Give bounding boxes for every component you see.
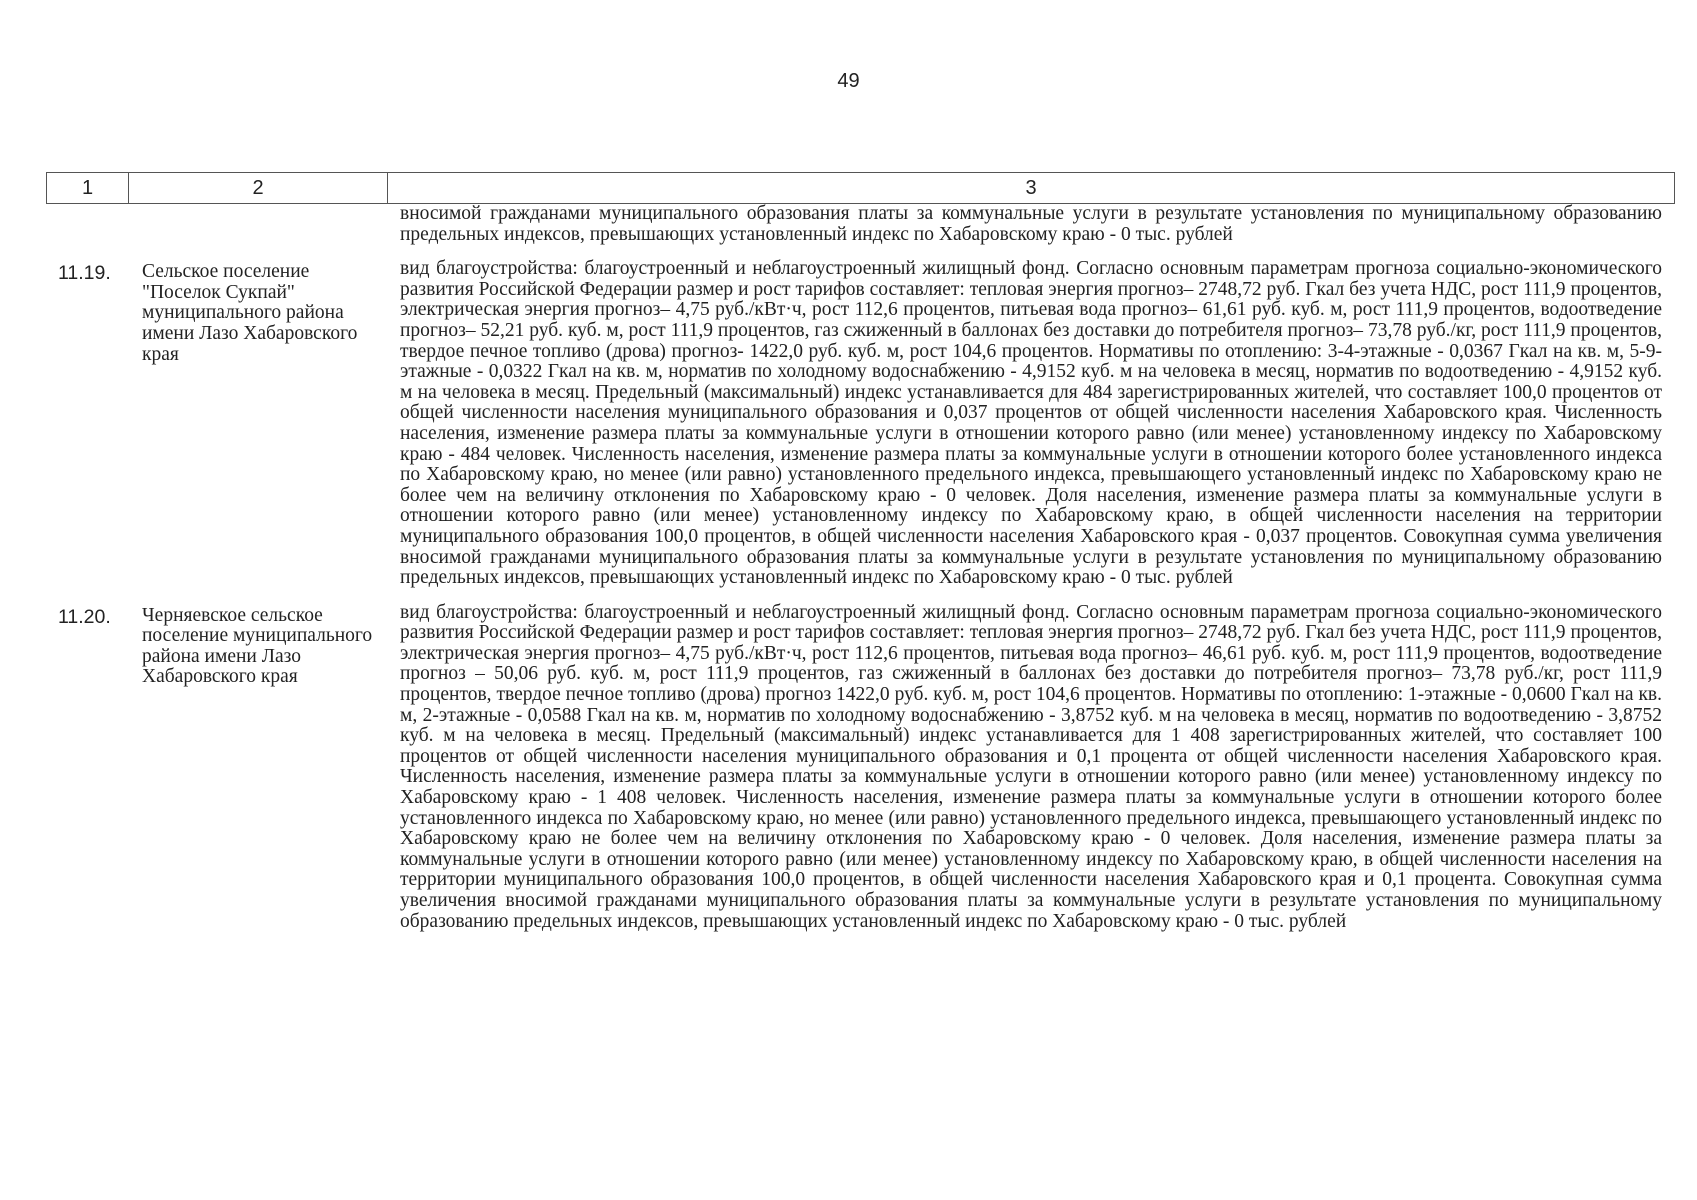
content-table [46,204,1674,932]
continuation-name-cell [128,204,387,259]
row-number: 11.20. [58,605,111,628]
row-description: вид благоустройства: благоустроенный и неблагоустроенный жилищный фонд. Согласно основным параметрам прогноза социально-экономического развития Российской Федерации размер и рост тарифов составляет: тепловая энергия прогноз– 2748,72 руб. Гкал без учета НДС, рост 111,9 процентов, электрическая энергия прогноз– 4,75 руб./кВт·ч, рост 112,6 процентов, питьевая вода прогноз– 46,61 руб. куб. м, рост 111,9 процентов, водоотведение прогноз – 50,06 руб. куб. м, рост 111,9 процентов, газ сжиженный в баллонах без доставки до потребителя прогноз– 73,78 руб./кг, рост 111,9 процентов, твердое печное топливо (дрова) прогноз 1422,0 руб. куб. м, рост 104,6 процентов. Нормативы по отоплению: 1-этажные - 0,0600 Гкал на кв. м, 2-этажные - 0,0588 Гкал на кв. м, норматив по холодному водоснабжению - 3,8752 куб. м на человека в месяц, норматив по водоотведению - 3,8752 куб. м на человека в месяц. Предельный (максимальный) индекс устанавливается для 1 408 зарегистрированных жителей, что составляет 100 процентов от общей численности населения муниципального образования и 0,1 процента от общей численности населения Хабаровского края. Численность населения, изменение размера платы за коммунальные услуги в отношении которого равно (или менее) установленному индексу по Хабаровскому краю - 1 408 человек. Численность населения, изменение размера платы за коммунальные услуги в отношении которого более установленного индекса по Хабаровскому краю, но менее (или равно) установленного предельного индекса, превышающего установленный индекс по Хабаровскому краю не более чем на величину отклонения по Хабаровскому краю - 0 человек. Доля населения, изменение размера платы за коммунальные услуги в отношении которого равно (или менее) установленному индексу по Хабаровскому краю, в общей численности населения на территории муниципального образования 100,0 процентов, в общей численности населения Хабаровского края и 0,1 процента. Совокупная сумма увеличения вносимой гражданами муниципального образования платы за коммунальные услуги в результате установления по муниципальному образованию предельных индексов, превышающих установленный индекс по Хабаровскому краю - 0 тыс. рублей [400,601,1662,932]
continuation-num-cell [46,204,128,259]
column-header-3: 3 [388,173,1675,204]
row-number: 11.19. [58,262,111,285]
page-number: 49 [837,70,860,92]
table-row [46,603,1674,933]
column-header-row [47,173,1675,204]
column-header-1: 1 [47,173,129,204]
column-header-2: 2 [129,173,388,204]
column-header-table [46,172,1675,204]
row-description: вид благоустройства: благоустроенный и неблагоустроенный жилищный фонд. Согласно основным параметрам прогноза социально-экономического развития Российской Федерации размер и рост тарифов составляет: тепловая энергия прогноз– 2748,72 руб. Гкал без учета НДС, рост 111,9 процентов, электрическая энергия прогноз– 4,75 руб./кВт·ч, рост 112,6 процентов, питьевая вода прогноз– 61,61 руб. куб. м, рост 111,9 процентов, водоотведение прогноз– 52,21 руб. куб. м, рост 111,9 процентов, газ сжиженный в баллонах без доставки до потребителя прогноз– 73,78 руб./кг, рост 111,9 процентов, твердое печное топливо (дрова) прогноз- 1422,0 руб. куб. м, рост 104,6 процентов. Нормативы по отоплению: 3-4-этажные - 0,0367 Гкал на кв. м, 5-9-этажные - 0,0322 Гкал на кв. м, норматив по холодному водоснабжению - 4,9152 куб. м на человека в месяц, норматив по водоотведению - 4,9152 куб. м на человека в месяц. Предельный (максимальный) индекс устанавливается для 484 зарегистрированных жителей, что составляет 100,0 процентов от общей численности населения муниципального образования и 0,037 процентов от общей численности населения Хабаровского края. Численность населения, изменение размера платы за коммунальные услуги в отношении которого равно (или менее) установленному индексу по Хабаровскому краю - 484 человек. Численность населения, изменение размера платы за коммунальные услуги в отношении которого более установленного индекса по Хабаровскому краю, но менее (или равно) установленного предельного индекса, превышающего установленный индекс по Хабаровскому краю не более чем на величину отклонения по Хабаровскому краю - 0 человек. Доля населения, изменение размера платы за коммунальные услуги в отношении которого равно (или менее) установленному индексу по Хабаровскому краю, в общей численности населения на территории муниципального образования 100,0 процентов, в общей численности населения Хабаровского края - 0,037 процентов. Совокупная сумма увеличения вносимой гражданами муниципального образования платы за коммунальные услуги в результате установления по муниципальному образованию предельных индексов, превышающих установленный индекс по Хабаровскому краю - 0 тыс. рублей [400,258,1662,589]
continuation-row [46,204,1674,259]
continuation-text: вносимой гражданами муниципального образования платы за коммунальные услуги в результате установления по муниципальному образованию предельных индексов, превышающих установленный индекс по Хабаровскому краю - 0 тыс. рублей [400,203,1662,245]
municipality-name: Сельское поселение "Поселок Сукпай" муниципального района имени Лазо Хабаровского края [142,261,358,365]
table-row [46,259,1674,603]
municipality-name: Черняевское сельское поселение муниципального района имени Лазо Хабаровского края [142,604,373,688]
